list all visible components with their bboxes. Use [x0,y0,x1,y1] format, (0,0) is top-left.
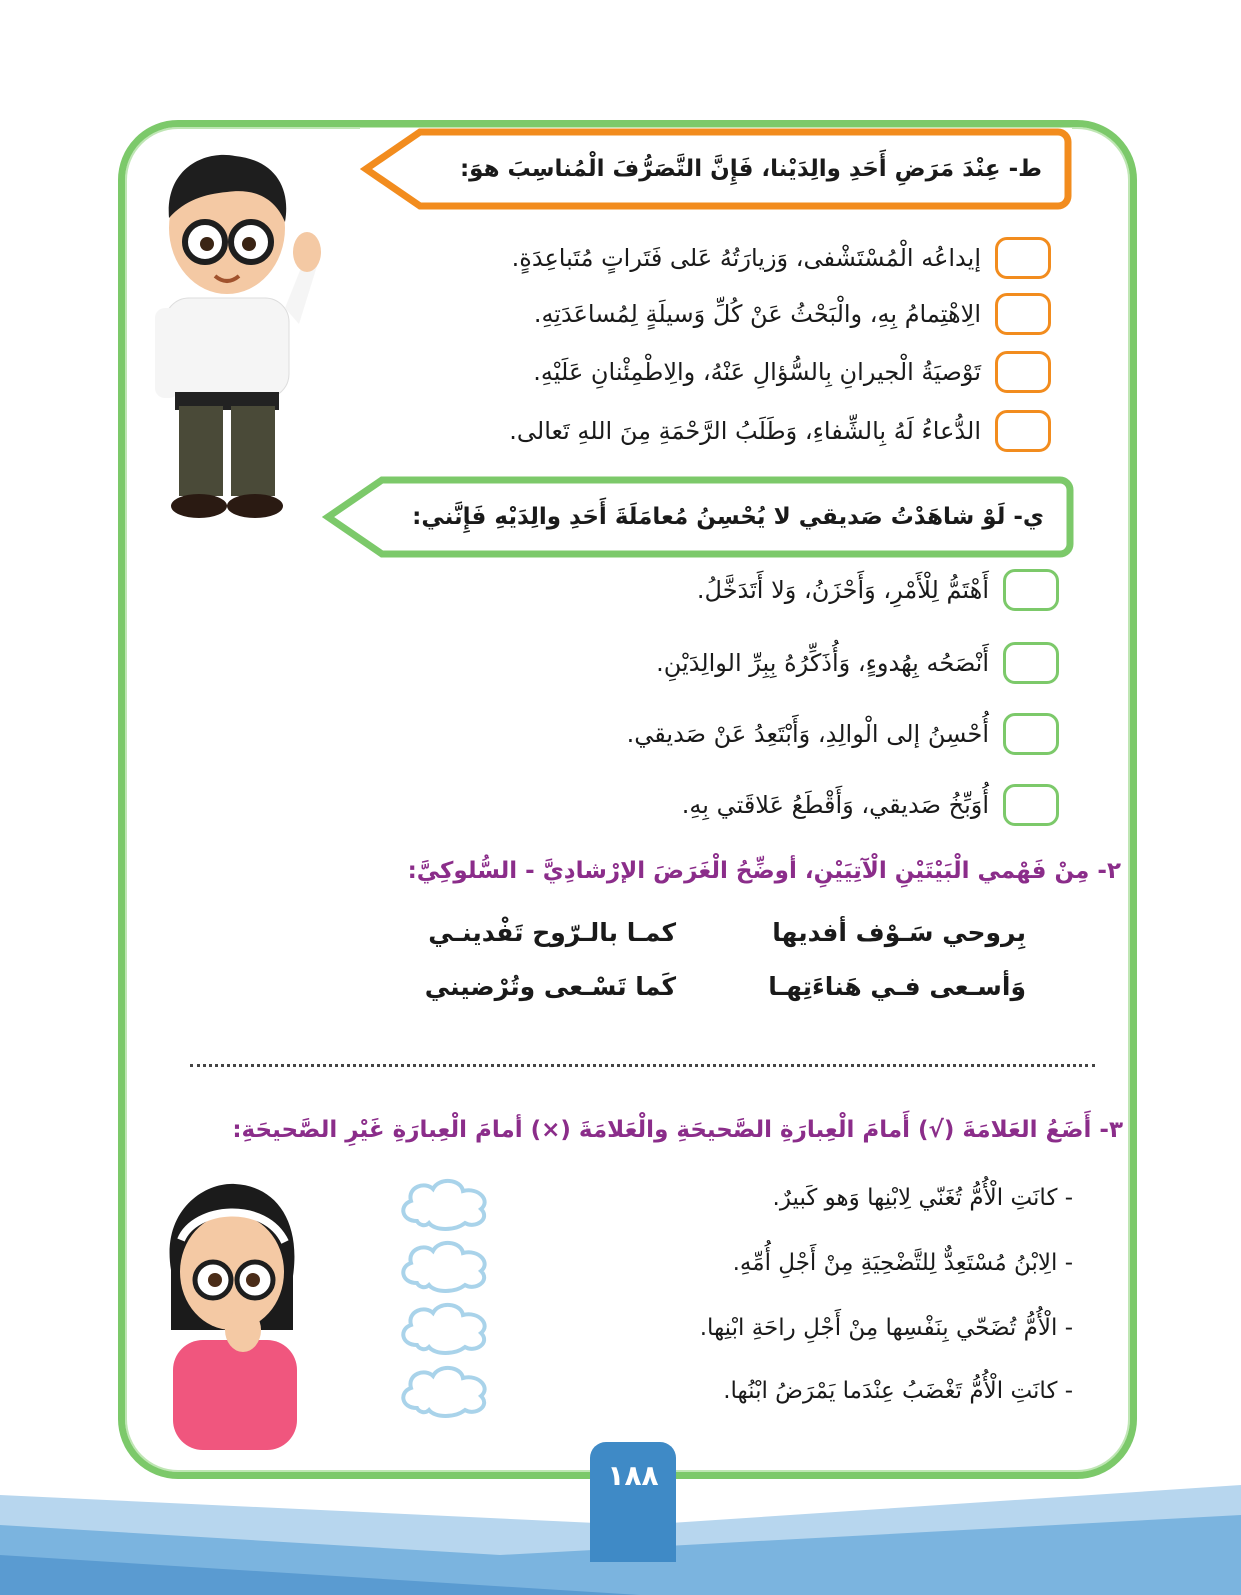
question-y-prompt: ي- لَوْ شاهَدْتُ صَديقي لا يُحْسِنُ مُعامَلَةَ أَحَدِ والِدَيْهِ فَإِنَّني: [412,504,1044,530]
verse-1-right: بِروحي سَـوْف أفديها [772,918,1026,947]
verse-1-left: كمـا بالـرّوح تَفْدينـي [428,918,676,947]
answer-line[interactable] [190,1064,1095,1067]
option-t-1[interactable]: إيداعُه الْمُسْتَشْفى، وَزيارَتُهُ عَلى فَتَراتٍ مُتَباعِدَةٍ. [512,237,1051,279]
answer-cloud-1[interactable] [395,1175,495,1233]
answer-checkbox[interactable] [1003,784,1059,826]
question-y-banner [322,476,1074,558]
statement-1: - كانَتِ الْأُمُّ تُغَنّي لِابْنِها وَهو كَبيرٌ. [772,1185,1073,1211]
option-y-4[interactable]: أُوَبِّخُ صَديقي، وَأَقْطَعُ عَلاقَتي بِهِ. [682,784,1059,826]
option-t-2[interactable]: الِاهْتِمامُ بِهِ، والْبَحْثُ عَنْ كُلِّ وَسيلَةٍ لِمُساعَدَتِهِ. [534,293,1051,335]
option-y-1[interactable]: أَهْتَمُّ لِلْأَمْرِ، وَأَحْزَنُ، وَلا أَتَدَخَّلُ. [697,569,1059,611]
statement-3: - الْأُمُّ تُضَحّي بِنَفْسِها مِنْ أَجْلِ راحَةِ ابْنِها. [699,1315,1073,1341]
answer-checkbox[interactable] [995,351,1051,393]
page-number: ١٨٨ [590,1442,676,1562]
option-y-2[interactable]: أَنْصَحُه بِهُدوءٍ، وَأُذَكِّرُهُ بِبِرِّ الوالِدَيْنِ. [656,642,1059,684]
answer-cloud-4[interactable] [395,1362,495,1420]
answer-checkbox[interactable] [1003,713,1059,755]
statement-2: - الِابْنُ مُسْتَعِدٌّ لِلتَّضْحِيَةِ مِنْ أَجْلِ أُمِّهِ. [732,1250,1073,1276]
answer-checkbox[interactable] [995,410,1051,452]
verse-2-right: وَأسـعى فـي هَناءَتِهـا [768,972,1026,1001]
answer-checkbox[interactable] [1003,569,1059,611]
option-t-4[interactable]: الدُّعاءُ لَهُ بِالشِّفاءِ، وَطَلَبُ الرَّحْمَةِ مِنَ اللهِ تَعالى. [509,410,1051,452]
question-t-prompt: ط- عِنْدَ مَرَضِ أَحَدِ والِدَيْنا، فَإِنَّ التَّصَرُّفَ الْمُناسِبَ هوَ: [459,156,1042,182]
boy-illustration [135,148,325,528]
option-t-3[interactable]: تَوْصيَةُ الْجيرانِ بِالسُّؤالِ عَنْهُ، والِاطْمِئْنانِ عَلَيْهِ. [533,351,1051,393]
answer-cloud-3[interactable] [395,1299,495,1357]
option-y-3[interactable]: أُحْسِنُ إلى الْوالِدِ، وَأَبْتَعِدُ عَنْ صَديقي. [627,713,1059,755]
question-t-banner [360,128,1072,210]
girl-illustration [155,1180,305,1450]
answer-cloud-2[interactable] [395,1237,495,1295]
verse-2-left: كَما تَسْـعى وتُرْضيني [424,972,676,1001]
answer-checkbox[interactable] [1003,642,1059,684]
answer-checkbox[interactable] [995,293,1051,335]
answer-checkbox[interactable] [995,237,1051,279]
question-3-prompt: ٣- أَضَعُ العَلامَةَ (√) أَمامَ الْعِبارَةِ الصَّحيحَةِ والْعَلامَةَ (×) أمامَ الْعِبارَةِ غَيْرِ الصَّحيحَةِ: [232,1117,1123,1143]
question-2-prompt: ٢- مِنْ فَهْمي الْبَيْتَيْنِ الْآتِيَيْنِ، أوضِّحُ الْغَرَضَ الإرْشادِيَّ - السُّلوكِيَّ: [407,858,1121,884]
statement-4: - كانَتِ الْأُمُّ تَغْضَبُ عِنْدَما يَمْرَضُ ابْنُها. [723,1378,1073,1404]
